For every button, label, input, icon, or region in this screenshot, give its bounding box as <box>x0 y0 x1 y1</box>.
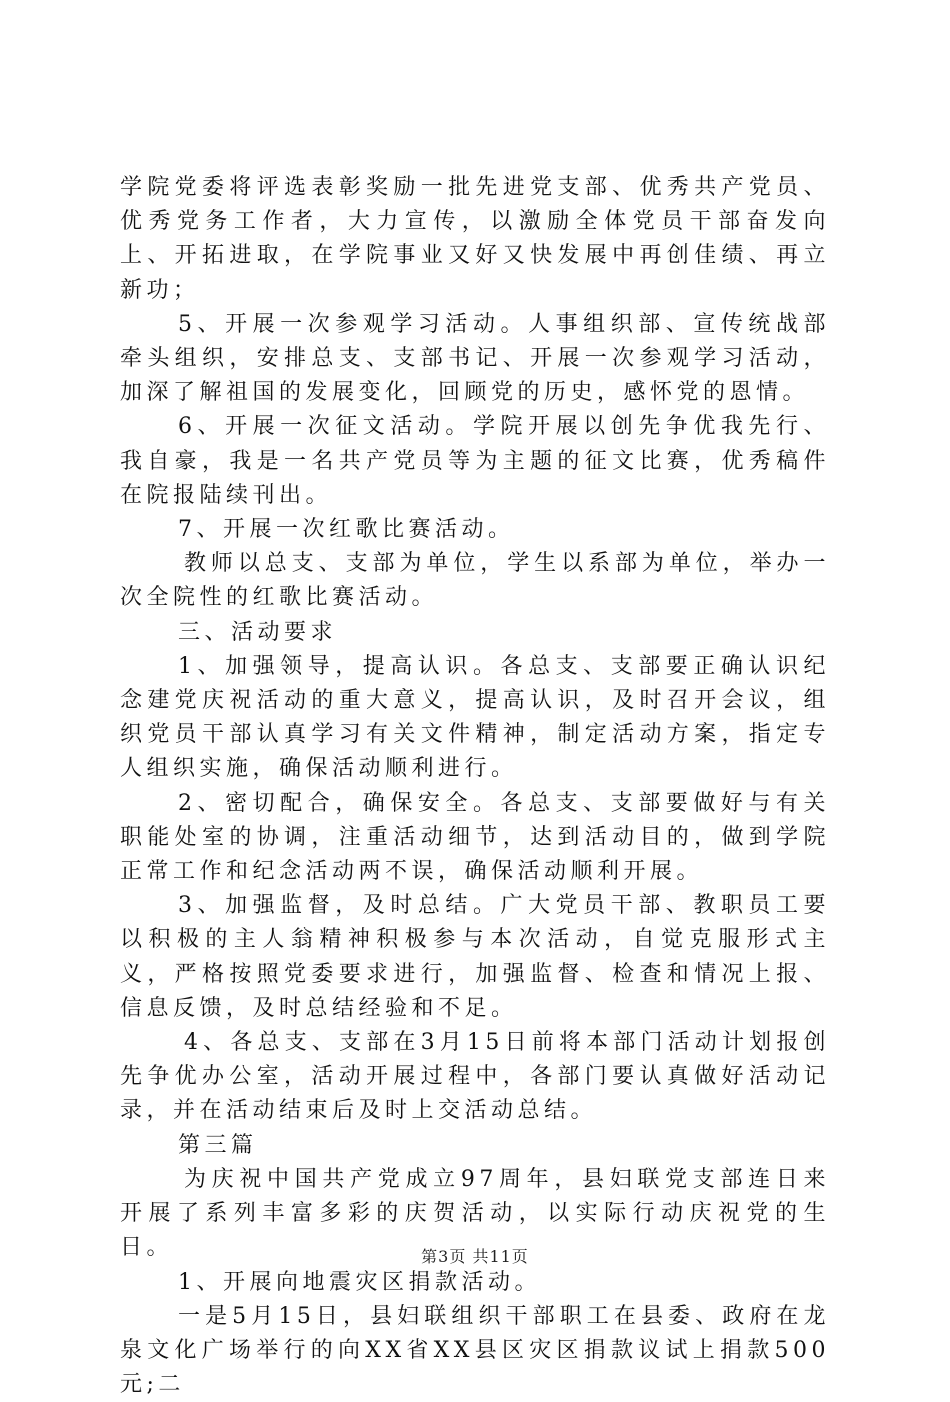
paragraph-2: 5、开展一次参观学习活动。人事组织部、宣传统战部牵头组织，安排总支、支部书记、开展一次参观学习活动，加深了解祖国的发展变化，回顾党的历史，感怀党的恩情。 <box>120 311 830 406</box>
paragraph-10: 4、各总支、支部在3月15日前将本部门活动计划报创先争优办公室，活动开展过程中，各部门要认真做好活动记录，并在活动结束后及时上交活动总结。 <box>120 1030 830 1124</box>
paragraph-14: 一是5月15日，县妇联组织干部职工在县委、政府在龙泉文化广场举行的向XX省XX县区灾区捐款议试上捐款500元;二 <box>120 1303 830 1398</box>
paragraph-7: 1、加强领导，提高认识。各总支、支部要正确认识纪念建党庆祝活动的重大意义，提高认识，及时召开会议，组织党员干部认真学习有关文件精神，制定活动方案，指定专人组织实施，确保活动顺利进行。 <box>120 653 830 782</box>
section-heading-part-three: 第三篇 <box>178 1132 258 1158</box>
paragraph-13: 1、开展向地震灾区捐款活动。 <box>178 1269 541 1295</box>
document-body <box>120 171 830 1402</box>
paragraph-9: 3、加强监督，及时总结。广大党员干部、教职员工要以积极的主人翁精神积极参与本次活动，自觉克服形式主义，严格按照党委要求进行，加强监督、检查和情况上报、信息反馈，及时总结经验和不足。 <box>120 893 830 1021</box>
section-heading-requirements: 三、活动要求 <box>178 619 338 645</box>
paragraph-8: 2、密切配合，确保安全。各总支、支部要做好与有关职能处室的协调，注重活动细节，达到活动目的，做到学院正常工作和纪念活动两不误，确保活动顺利开展。 <box>120 790 830 885</box>
paragraph-1: 学院党委将评选表彰奖励一批先进党支部、优秀共产党员、优秀党务工作者，大力宣传，以激励全体党员干部奋发向上、开拓进取，在学院事业又好又快发展中再创佳绩、再立新功； <box>120 175 830 303</box>
paragraph-12: 为庆祝中国共产党成立97周年，县妇联党支部连日来开展了系列丰富多彩的庆贺活动，以实际行动庆祝党的生日。 <box>120 1166 830 1261</box>
page-footer: 第3页 共11页 <box>421 1247 529 1266</box>
paragraph-3: 6、开展一次征文活动。学院开展以创先争优我先行、我自豪，我是一名共产党员等为主题的征文比赛，优秀稿件在院报陆续刊出。 <box>120 414 830 508</box>
paragraph-5: 教师以总支、支部为单位，学生以系部为单位，举办一次全院性的红歌比赛活动。 <box>120 551 830 611</box>
paragraph-4: 7、开展一次红歌比赛活动。 <box>178 517 515 543</box>
